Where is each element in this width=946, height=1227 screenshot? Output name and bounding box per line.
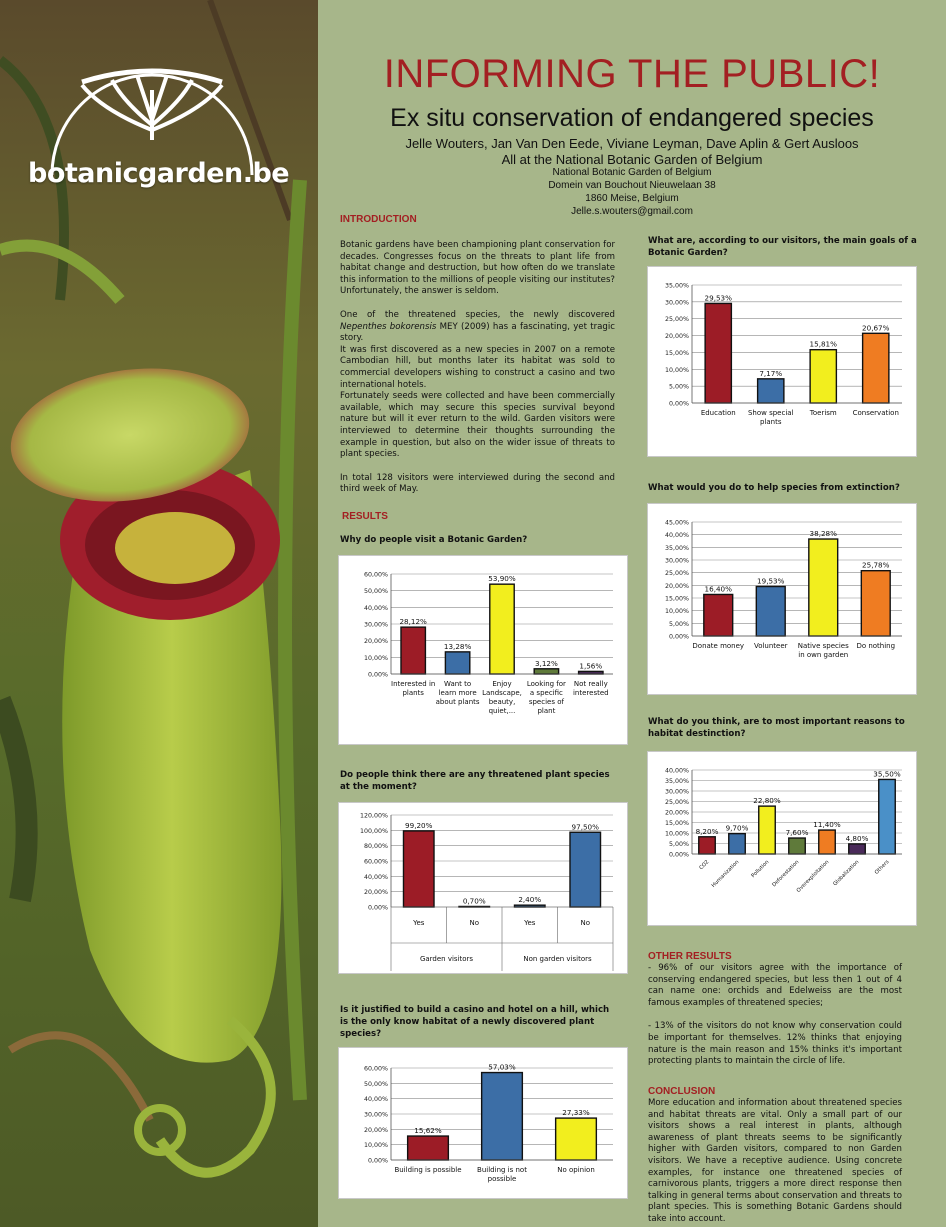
- data-label: 7,17%: [759, 368, 783, 378]
- intro-text: MEY (2009) has a fascinating, yet tragic story.: [340, 321, 615, 344]
- data-label: 97,50%: [571, 822, 599, 832]
- results-heading: RESULTS: [342, 511, 388, 522]
- other-results-paragraph: - 96% of our visitors agree with the importance of conserving endangered species, but less then 1 out of 4 can name one: orchids and Edelweiss are the most famous examples of threatened species;: [648, 963, 902, 1008]
- y-tick-label: 20,00%: [664, 333, 689, 341]
- intro-paragraph: Fortunately seeds were collected and have been commercially available, which may secure this species survival beyond nature but will it ever return to the wild. Garden visitors were interviewed to determine their thoughts surrounding the example in question, but also on the wider issue of threats to plant species.: [340, 391, 615, 460]
- data-label: 99,20%: [405, 820, 433, 830]
- bar: [490, 584, 514, 674]
- chart-visit: [338, 555, 628, 745]
- bar: [758, 379, 784, 403]
- question-help: What would you do to help species from extinction?: [648, 483, 900, 493]
- x-tick-label: in own garden: [798, 651, 849, 659]
- group-label: Garden visitors: [419, 955, 474, 963]
- bar: [705, 303, 731, 403]
- data-label: 57,03%: [488, 1062, 516, 1072]
- x-tick-label: Show special: [747, 409, 794, 417]
- nepenthes-photo: [0, 0, 318, 1227]
- x-tick-label: beauty,: [488, 698, 516, 706]
- other-results-body: [648, 963, 902, 1068]
- x-tick-label: Not really: [573, 680, 608, 688]
- y-tick-label: 10,00%: [363, 1142, 388, 1150]
- data-label: 4,80%: [845, 833, 869, 843]
- data-label: 1,56%: [579, 661, 603, 671]
- x-tick-label: Overexploitation: [795, 859, 831, 894]
- x-tick-label: a specific: [529, 689, 563, 697]
- question-threatened: Do people think there are any threatened plant species at the moment?: [340, 770, 610, 792]
- chart-threatened-svg: [339, 803, 627, 973]
- data-label: 8,20%: [695, 826, 719, 836]
- x-tick-label: learn more: [438, 689, 477, 697]
- chart-casino: [338, 1047, 628, 1199]
- bar: [401, 627, 425, 674]
- chart-visit-svg: [339, 556, 627, 744]
- data-label: 13,28%: [443, 641, 472, 651]
- chart-threatened: [338, 802, 628, 974]
- x-tick-label: Yes: [413, 919, 425, 927]
- bar: [482, 1073, 523, 1160]
- y-tick-label: 10,00%: [664, 830, 689, 838]
- x-tick-label: Toerism: [809, 409, 837, 417]
- address-line: 1860 Meise, Belgium: [585, 193, 679, 204]
- question-visit: Why do people visit a Botanic Garden?: [340, 535, 528, 545]
- y-tick-label: 45,00%: [664, 519, 689, 527]
- y-tick-label: 20,00%: [664, 809, 689, 817]
- x-tick-label: Want to: [443, 680, 472, 688]
- data-label: 38,28%: [809, 529, 837, 539]
- y-tick-label: 5,00%: [668, 620, 689, 628]
- x-tick-label: Conservation: [852, 409, 899, 417]
- x-tick-label: Enjoy: [492, 680, 512, 688]
- y-tick-label: 50,00%: [363, 588, 388, 596]
- chart-reasons: [647, 751, 917, 926]
- y-tick-label: 25,00%: [664, 799, 689, 806]
- y-tick-label: 0,00%: [668, 633, 689, 641]
- x-tick-label: Donate money: [692, 642, 745, 650]
- y-tick-label: 0,00%: [668, 851, 689, 859]
- y-tick-label: 5,00%: [668, 383, 689, 391]
- intro-paragraph: In total 128 visitors were interviewed during the second and third week of May.: [340, 472, 615, 495]
- intro-paragraph: Botanic gardens have been championing plant conservation for decades. Congresses focus on the threats to plant life from habitat change and destruction, but how often do we translate this information to the millions of people visiting our institutes? Unfortunately, the answer is seldom.: [340, 240, 615, 297]
- y-tick-label: 30,00%: [664, 788, 689, 796]
- y-tick-label: 60,00%: [363, 858, 388, 866]
- y-tick-label: 5,00%: [668, 841, 689, 848]
- bar: [861, 571, 890, 636]
- data-label: 2,40%: [518, 895, 542, 905]
- x-tick-label: Looking for: [526, 680, 566, 688]
- x-tick-label: Globalization: [832, 859, 861, 888]
- email: Jelle.s.wouters@gmail.com: [571, 206, 693, 217]
- y-tick-label: 60,00%: [363, 1065, 388, 1073]
- data-label: 16,40%: [704, 584, 732, 594]
- bar: [699, 837, 716, 854]
- other-results-heading: OTHER RESULTS: [648, 951, 732, 962]
- x-tick-label: possible: [487, 1175, 517, 1183]
- bar: [759, 806, 776, 854]
- conclusion-paragraph: More education and information about threatened species and habitat threats are vital. Only a small part of our visitors shows a real interest in plants, although awareness of plant threats seems to be significantly higher with Garden visitors, compared to non Garden visitors. We have a receptive audience. Using concrete examples, for instance one threatened species of carnivorous plants, triggers a more direct response then talking in general terms about conservation and threats to plant species. This is something Botanic Gardens should take into account.: [648, 1098, 902, 1224]
- y-tick-label: 10,00%: [664, 366, 689, 374]
- bar: [403, 831, 434, 907]
- y-tick-label: 25,00%: [664, 570, 689, 578]
- y-tick-label: 10,00%: [664, 608, 689, 616]
- address-line: Domein van Bouchout Nieuwelaan 38: [548, 180, 716, 191]
- y-tick-label: 20,00%: [363, 1126, 388, 1134]
- y-tick-label: 30,00%: [664, 557, 689, 565]
- x-tick-label: plants: [402, 689, 424, 697]
- x-tick-label: about plants: [435, 698, 480, 706]
- data-label: 15,62%: [414, 1126, 442, 1136]
- x-tick-label: interested: [572, 689, 609, 697]
- x-tick-label: plants: [759, 418, 782, 426]
- botanic-garden-logo: [22, 30, 282, 220]
- x-tick-label: Humanization: [710, 859, 741, 889]
- x-tick-label: Do nothing: [856, 642, 896, 650]
- x-tick-label: Yes: [524, 919, 536, 927]
- bar: [408, 1136, 449, 1160]
- x-tick-label: CO2: [698, 859, 711, 872]
- data-label: 35,50%: [873, 769, 901, 779]
- bar: [879, 779, 896, 854]
- x-tick-label: Building is not: [477, 1166, 527, 1174]
- bar: [570, 832, 601, 907]
- bar: [863, 333, 889, 403]
- y-tick-label: 120,00%: [359, 812, 388, 820]
- data-label: 22,80%: [753, 796, 781, 806]
- y-tick-label: 40,00%: [363, 1096, 388, 1104]
- x-tick-label: Building is possible: [394, 1166, 462, 1174]
- y-tick-label: 35,00%: [664, 544, 689, 552]
- introduction-body: [340, 240, 615, 496]
- data-label: 29,53%: [704, 293, 732, 303]
- bar: [756, 587, 785, 636]
- introduction-heading: INTRODUCTION: [340, 214, 417, 225]
- intro-text: One of the threatened species, the newly discovered: [340, 309, 615, 320]
- x-tick-label: plant: [537, 707, 556, 715]
- address-line: National Botanic Garden of Belgium: [552, 167, 712, 178]
- group-label: Non garden visitors: [523, 955, 592, 963]
- x-tick-label: No opinion: [557, 1166, 595, 1174]
- y-tick-label: 60,00%: [363, 571, 388, 579]
- bar: [809, 539, 838, 636]
- data-label: 15,81%: [809, 339, 837, 349]
- y-tick-label: 50,00%: [363, 1080, 388, 1088]
- y-tick-label: 0,00%: [367, 904, 388, 912]
- poster-content: [318, 0, 946, 1227]
- chart-reasons-svg: [648, 752, 916, 925]
- y-tick-label: 25,00%: [664, 316, 689, 324]
- data-label: 11,40%: [813, 820, 841, 830]
- y-tick-label: 0,00%: [367, 1157, 388, 1165]
- poster-title: INFORMING THE PUBLIC!: [383, 52, 881, 96]
- data-label: 3,12%: [534, 658, 558, 668]
- question-reasons: What do you think, are to most important reasons to habitat destinction?: [648, 717, 905, 739]
- x-tick-label: Deforestation: [771, 859, 801, 889]
- other-results-paragraph: - 13% of the visitors do not know why conservation could be important for themselves. 12% thinks that enjoying nature is the main reason and 15% thinks it's important protecting plants to maintain the circle of life.: [648, 1021, 902, 1067]
- data-label: 27,33%: [562, 1108, 590, 1118]
- data-label: 7,60%: [785, 828, 809, 838]
- bar: [556, 1118, 597, 1160]
- y-tick-label: 20,00%: [664, 582, 689, 590]
- y-tick-label: 0,00%: [367, 671, 388, 679]
- y-tick-label: 20,00%: [363, 889, 388, 897]
- species-name: Nepenthes bokorensis: [340, 321, 437, 332]
- conclusion-heading: CONCLUSION: [648, 1086, 716, 1097]
- intro-paragraph: It was first discovered as a new species in 2007 on a remote Cambodian hill, but months later its habitat was sold to commercial developers wishing to construct a casino and two international hotels.: [340, 344, 615, 390]
- chart-goals-svg: [648, 267, 916, 456]
- x-tick-label: Others: [873, 859, 891, 876]
- bar: [534, 669, 558, 674]
- data-label: 0,70%: [462, 896, 486, 906]
- x-tick-label: Volunteer: [753, 642, 788, 650]
- logo-text: botanicgarden.be: [28, 158, 290, 189]
- conclusion-body: [648, 1098, 902, 1226]
- y-tick-label: 15,00%: [664, 820, 689, 827]
- y-tick-label: 40,00%: [363, 873, 388, 881]
- x-tick-label: Interested in: [391, 680, 436, 688]
- y-tick-label: 10,00%: [363, 654, 388, 662]
- poster-subtitle: Ex situ conservation of endangered species: [390, 104, 874, 132]
- x-tick-label: No: [580, 919, 591, 927]
- bar: [849, 844, 866, 854]
- y-tick-label: 0,00%: [668, 400, 689, 408]
- data-label: 53,90%: [488, 574, 516, 584]
- intro-paragraph: [340, 310, 615, 345]
- y-tick-label: 15,00%: [664, 349, 689, 357]
- x-tick-label: Landscape,: [482, 689, 522, 697]
- affiliation: All at the National Botanic Garden of Belgium: [501, 152, 763, 167]
- data-label: 9,70%: [725, 823, 749, 833]
- x-tick-label: quiet,...: [488, 707, 516, 715]
- chart-help: [647, 503, 917, 695]
- y-tick-label: 80,00%: [363, 843, 388, 851]
- question-goals: What are, according to our visitors, the main goals of a Botanic Garden?: [648, 236, 917, 258]
- bar: [445, 652, 469, 674]
- y-tick-label: 30,00%: [363, 1111, 388, 1119]
- y-tick-label: 20,00%: [363, 638, 388, 646]
- data-label: 25,78%: [862, 560, 890, 570]
- data-label: 28,12%: [399, 617, 427, 627]
- y-tick-label: 35,00%: [664, 282, 689, 290]
- bar: [704, 594, 733, 636]
- x-tick-label: species of: [528, 698, 564, 706]
- bar: [810, 350, 836, 403]
- data-label: 20,67%: [862, 323, 890, 333]
- bar: [819, 830, 836, 854]
- x-tick-label: No: [469, 919, 480, 927]
- x-tick-label: Native species: [797, 642, 849, 650]
- y-tick-label: 15,00%: [664, 595, 689, 603]
- bar: [729, 834, 746, 854]
- authors: Jelle Wouters, Jan Van Den Eede, Viviane Leyman, Dave Aplin & Gert Ausloos: [405, 136, 859, 151]
- y-tick-label: 40,00%: [664, 532, 689, 540]
- y-tick-label: 100,00%: [359, 827, 388, 835]
- chart-help-svg: [648, 504, 916, 694]
- y-tick-label: 40,00%: [363, 604, 388, 612]
- chart-casino-svg: [339, 1048, 627, 1198]
- question-casino: Is it justified to build a casino and hotel on a hill, which is the only know habitat of a newly discovered plant species?: [340, 1005, 610, 1039]
- bar: [789, 838, 806, 854]
- y-tick-label: 35,00%: [664, 778, 689, 785]
- chart-goals: [647, 266, 917, 457]
- data-label: 19,53%: [757, 576, 785, 586]
- y-tick-label: 30,00%: [664, 299, 689, 307]
- x-tick-label: Pollution: [750, 859, 771, 880]
- x-tick-label: Education: [700, 409, 736, 417]
- y-tick-label: 40,00%: [664, 767, 689, 775]
- y-tick-label: 30,00%: [363, 621, 388, 629]
